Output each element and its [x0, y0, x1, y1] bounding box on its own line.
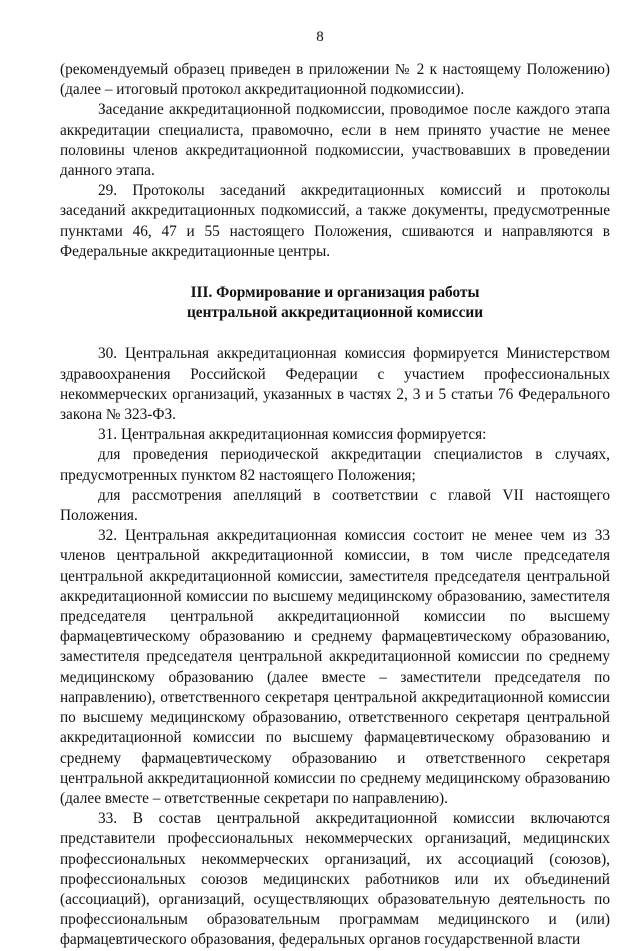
paragraph: для проведения периодической аккредитации специалистов в случаях, предусмотренных пунктом 82 настоящего Положения;: [60, 446, 610, 484]
paragraph: Заседание аккредитационной подкомиссии, проводимое после каждого этапа аккредитации специалиста, правомочно, если в нем принято участие не менее половины членов аккредитационной подкомиссии, участвовавших в проведении данного этапа.: [60, 101, 610, 180]
paragraph: 31. Центральная аккредитационная комиссия формируется:: [98, 426, 487, 444]
section-heading-line-1: III. Формирование и организация работы: [190, 284, 480, 302]
paragraph: для рассмотрения апелляций в соответствии с главой VII настоящего Положения.: [60, 486, 610, 525]
document-body: [60, 60, 610, 951]
section-heading-line-2: центральной аккредитационной комиссии: [186, 304, 484, 322]
paragraph: 30. Центральная аккредитационная комиссия формируется Министерством здравоохранения Российской Федерации с участием профессиональных некоммерческих организаций, указанных в частях 2, 3 и 5 статьи 76 Федерального закона № 323-ФЗ.: [60, 345, 610, 424]
paragraph: 29. Протоколы заседаний аккредитационных комиссий и протоколы заседаний аккредитационных подкомиссий, а также документы, предусмотренные пунктами 46, 47 и 55 настоящего Положения, сшиваются и направляются в Федеральные аккредитационные центры.: [60, 182, 610, 260]
paragraph: 33. В состав центральной аккредитационной комиссии включаются представители профессиональных некоммерческих организаций, медицинских профессиональных некоммерческих организаций, их ассоциаций (союзов), профессиональных союзов медицинских работников или их объединений (ассоциаций), организаций, осуществляющих образовательную деятельность по профессиональным образовательным программам медицинского и (или) фармацевтического образования, федеральных органов государственной власти: [60, 810, 610, 949]
section-heading: [60, 283, 610, 323]
page-number: 8: [316, 29, 324, 45]
paragraph: (рекомендуемый образец приведен в приложении № 2 к настоящему Положению) (далее – итоговый протокол аккредитационной подкомиссии).: [60, 61, 610, 99]
paragraph: 32. Центральная аккредитационная комиссия состоит не менее чем из 33 членов центральной аккредитационной комиссии, в том числе председателя центральной аккредитационной комиссии, заместителя председателя центральной аккредитационной комиссии по высшему медицинскому образованию, заместителя председателя центральной аккредитационной комиссии по высшему фармацевтическому образованию и среднему фармацевтическому образованию, заместителя председателя центральной аккредитационной комиссии по среднему медицинскому образованию (далее вместе – заместители председателя по направлению), ответственного секретаря центральной аккредитационной комиссии по высшему медицинскому образованию, ответственного секретаря центральной аккредитационной комиссии по высшему фармацевтическому образованию и среднему фармацевтическому образованию и ответственного секретаря центральной аккредитационной комиссии по среднему медицинскому образованию (далее вместе – ответственные секретари по направлению).: [60, 527, 610, 807]
